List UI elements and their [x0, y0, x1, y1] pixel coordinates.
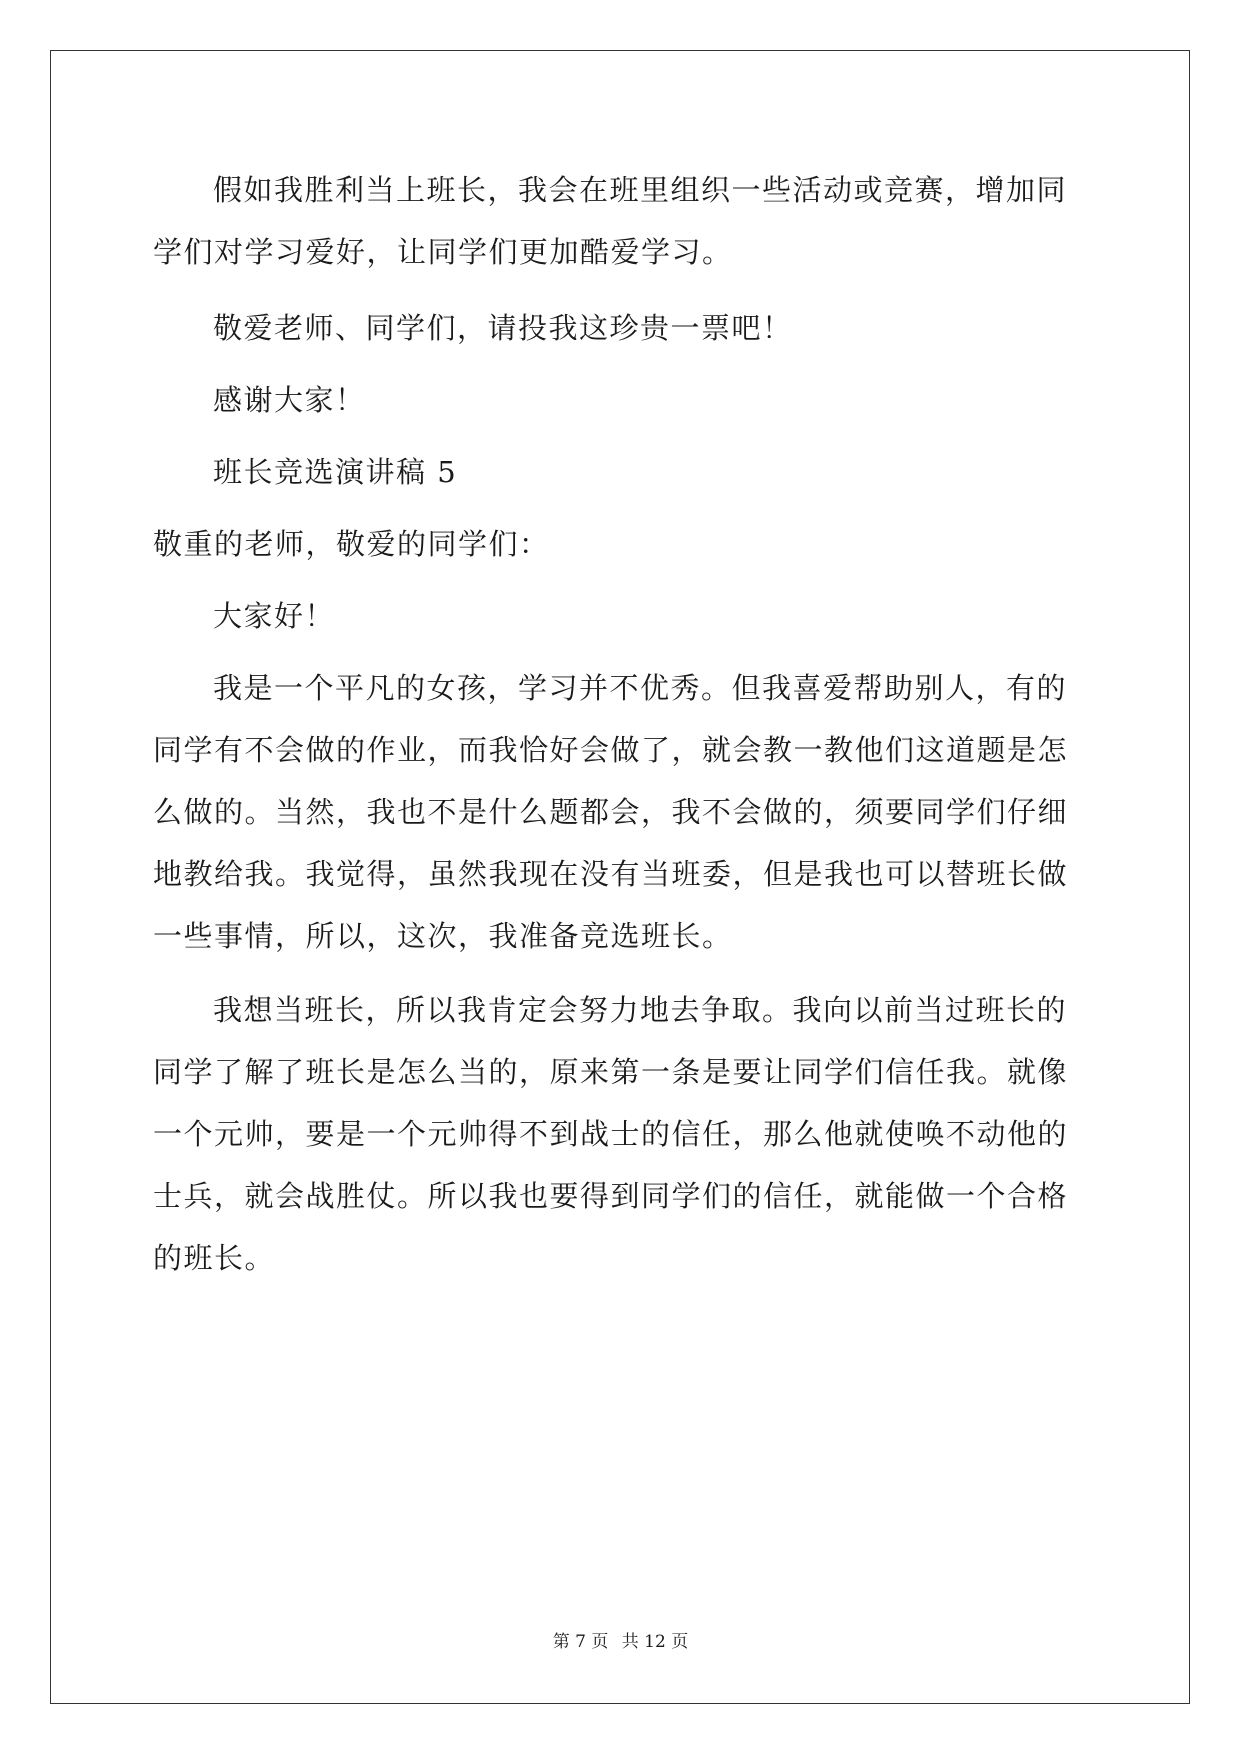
paragraph-line: 一个元帅，要是一个元帅得不到战士的信任，那么他就使唤不动他的 [153, 1117, 1069, 1151]
paragraph-line: 的班长。 [153, 1241, 276, 1275]
page-total: 共 12 页 [621, 1632, 689, 1652]
paragraph-line: 敬爱老师、同学们，请投我这珍贵一票吧！ [213, 311, 793, 345]
paragraph-line: 学们对学习爱好，让同学们更加酷爱学习。 [153, 235, 733, 269]
salutation: 敬重的老师，敬爱的同学们： [153, 527, 550, 561]
paragraph-line: 感谢大家！ [213, 383, 366, 417]
paragraph-line: 同学有不会做的作业，而我恰好会做了，就会教一教他们这道题是怎 [153, 733, 1069, 767]
page-footer [0, 1630, 1241, 1654]
paragraph-line: 我是一个平凡的女孩，学习并不优秀。但我喜爱帮助别人，有的 [213, 671, 1068, 705]
paragraph-line: 地教给我。我觉得，虽然我现在没有当班委，但是我也可以替班长做 [153, 857, 1069, 891]
paragraph-line: 同学了解了班长是怎么当的，原来第一条是要让同学们信任我。就像 [153, 1055, 1069, 1089]
greeting: 大家好！ [213, 599, 336, 633]
paragraph-line: 么做的。当然，我也不是什么题都会，我不会做的，须要同学们仔细 [153, 795, 1069, 829]
section-heading: 班长竞选演讲稿 5 [213, 455, 458, 489]
paragraph-line: 士兵，就会战胜仗。所以我也要得到同学们的信任，就能做一个合格 [153, 1179, 1069, 1213]
paragraph-line: 一些事情，所以，这次，我准备竞选班长。 [153, 919, 733, 953]
page-number: 第 7 页 [552, 1632, 609, 1652]
paragraph-line: 假如我胜利当上班长，我会在班里组织一些活动或竞赛，增加同 [213, 173, 1068, 207]
paragraph-line: 我想当班长，所以我肯定会努力地去争取。我向以前当过班长的 [213, 993, 1068, 1027]
